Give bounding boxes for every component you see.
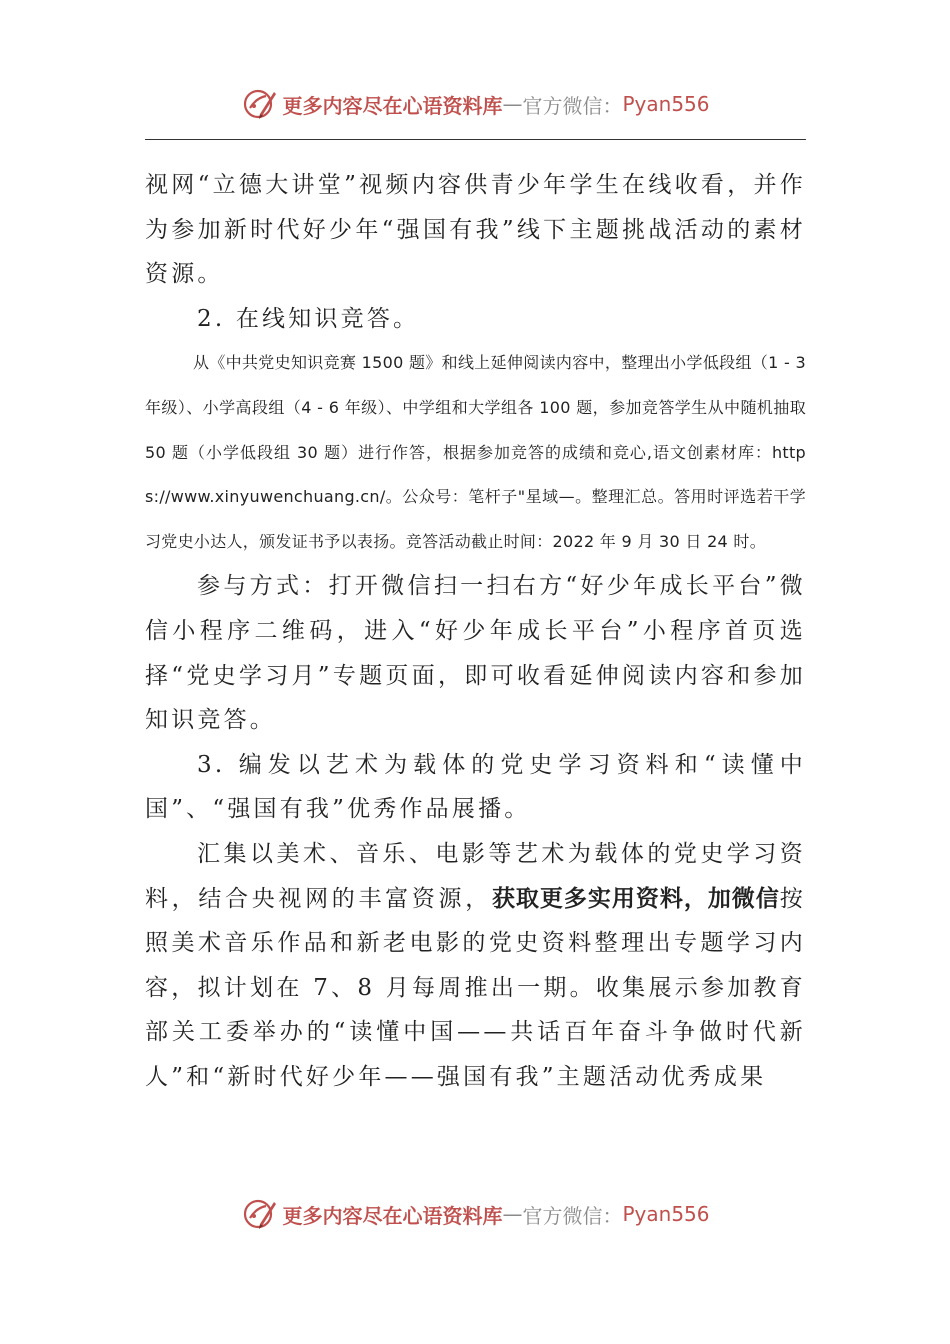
footer-banner-inner (240, 1194, 709, 1234)
banner-dash: — (502, 1202, 523, 1226)
pen-logo-icon (240, 1194, 280, 1234)
header-banner-inner (240, 84, 709, 124)
banner-main-text: 更多内容尽在心语资料库 (282, 93, 503, 118)
section-heading-2: 2. 在线知识竞答。 (197, 305, 420, 332)
paragraph-art-bold: 获取更多实用资料，加微信 (491, 885, 780, 912)
pen-logo-icon (240, 84, 280, 124)
paragraph-1: 视网“立德大讲堂”视频内容供青少年学生在线收看，并作为参加新时代好少年“强国有我”线下主题挑战活动的素材资源。 (145, 172, 806, 288)
paragraph-quiz-details: 从《中共党史知识竞赛 1500 题》和线上延伸阅读内容中，整理出小学低段组（1 - 3 年级）、小学高段组（4 - 6 年级）、中学组和大学组各 100 题，参加竞答学生从中随机抽取 50 题（小学低段组 30 题）进行作答，根据参加竞答的成绩和竞心,语文创素材库：https://www.xinyuwenchuang.cn/。公众号：笔杆子"星域—。整理汇总。答用时评选若干学习党史小达人，颁发证书予以表扬。竞答活动截止时间：2022 年 9 月 30 日 24 时。 (145, 353, 806, 551)
banner-dash: — (502, 92, 523, 116)
paragraph-art-materials (145, 832, 806, 1100)
document-body (145, 163, 806, 1099)
paragraph-art-part-b: 按照美术音乐作品和新老电影的党史资料整理出专题学习内容，拟计划在 7、8 月每周推出一期。收集展示参加教育部关工委举办的“读懂中国——共话百年奋斗争做时代新人”和“新时代好少年——强国有我”主题活动优秀成果 (145, 885, 806, 1090)
header-rule (145, 139, 806, 140)
banner-sub-text: 官方微信： (522, 93, 623, 118)
banner-sub-text: 官方微信： (522, 1203, 623, 1228)
paragraph-participation: 参与方式：打开微信扫一扫右方“好少年成长平台”微信小程序二维码，进入“好少年成长平台”小程序首页选择“党史学习月”专题页面，即可收看延伸阅读内容和参加知识竞答。 (145, 573, 806, 734)
banner-wechat-id: Pyan556 (622, 1202, 710, 1226)
section-heading-3: 3. 编发以艺术为载体的党史学习资料和“读懂中国”、“强国有我”优秀作品展播。 (145, 751, 806, 823)
header-banner (0, 82, 950, 126)
banner-wechat-id: Pyan556 (622, 92, 710, 116)
paragraph-art-part-a: 汇集以美术、音乐、电影等艺术为载体的党史学习资料，结合央视网的丰富资源， (145, 840, 806, 912)
banner-main-text: 更多内容尽在心语资料库 (282, 1203, 503, 1228)
footer-banner (0, 1192, 950, 1236)
